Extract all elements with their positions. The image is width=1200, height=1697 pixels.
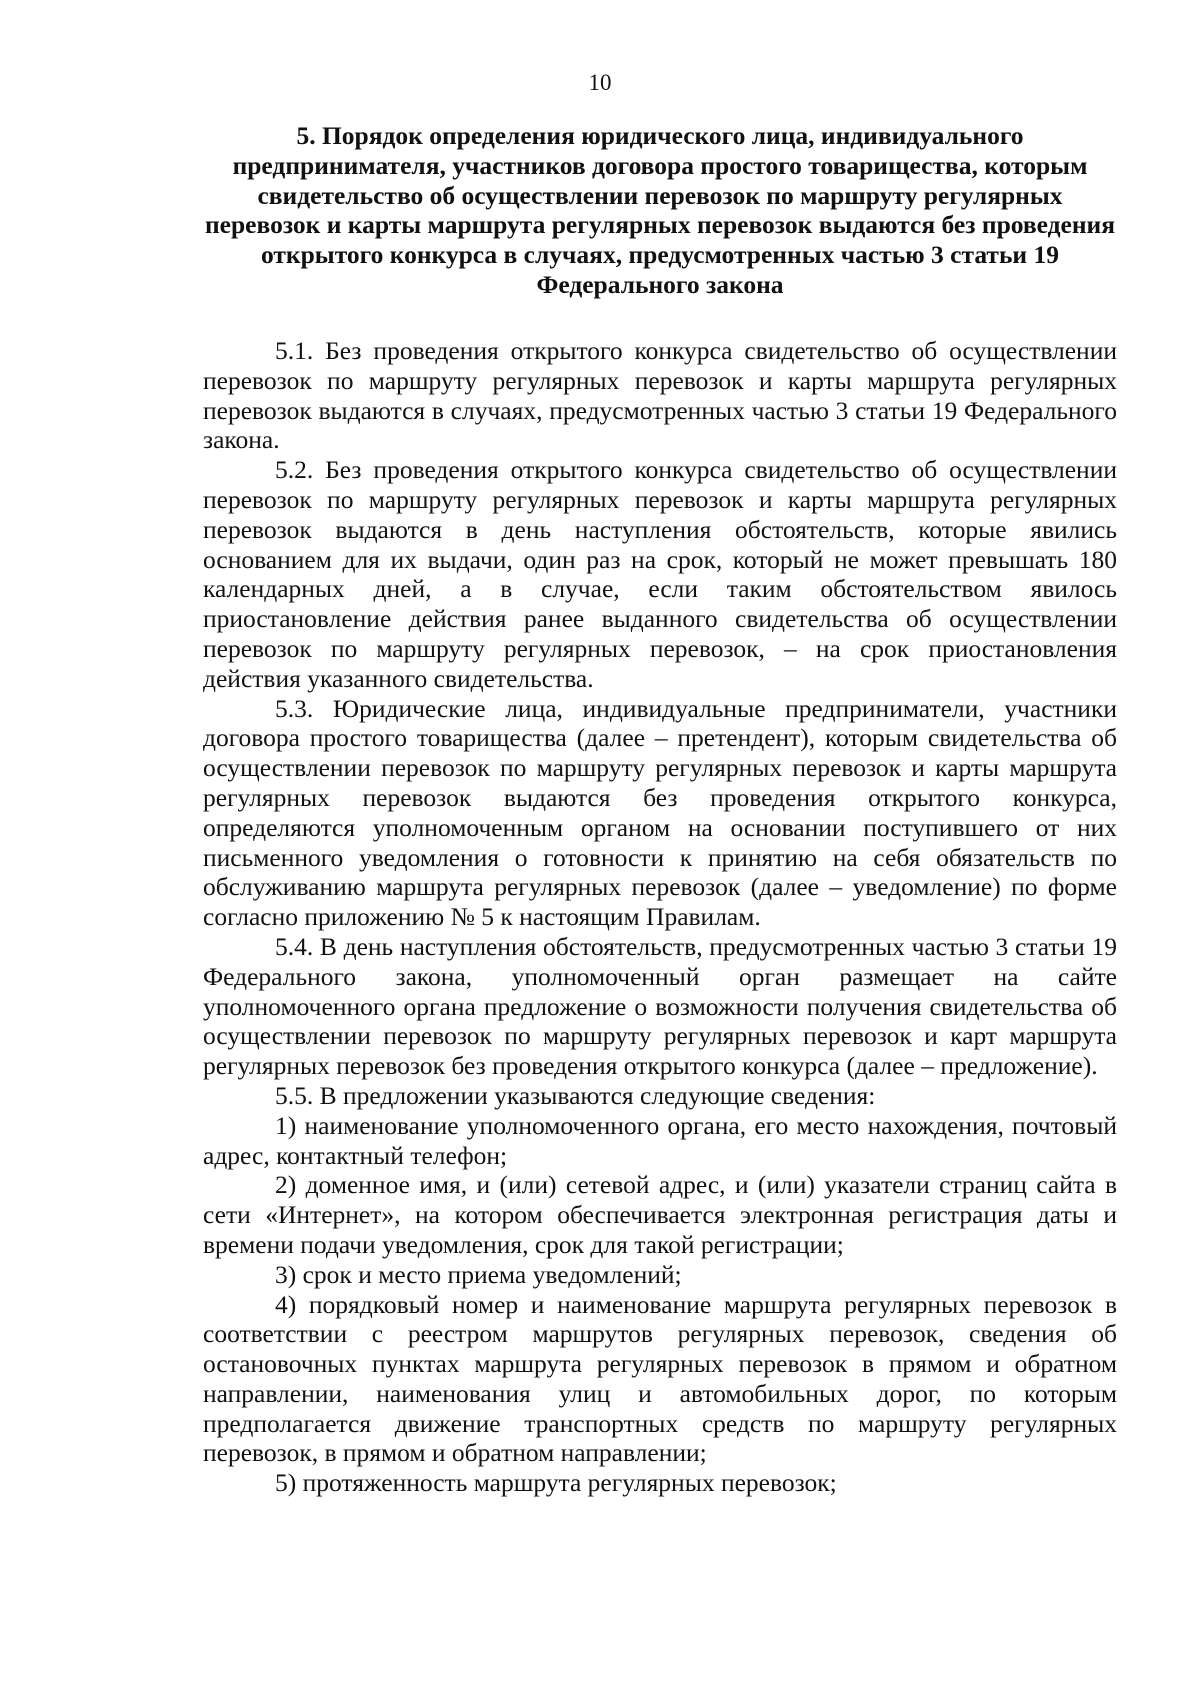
paragraph-5-3: 5.3. Юридические лица, индивидуальные предприниматели, участники договора простого товарищества (далее – претендент), которым свидетельства об осуществлении перевозок по маршруту регулярных перевозок и карты маршрута регулярных перевозок выдаются без проведения открытого конкурса, определяются уполномоченным органом на основании поступившего от них письменного уведомления о готовности к принятию на себя обязательств по обслуживанию маршрута регулярных перевозок (далее – уведомление) по форме согласно приложению № 5 к настоящим Правилам. (203, 693, 1117, 932)
list-item-1: 1) наименование уполномоченного органа, его место нахождения, почтовый адрес, контактный телефон; (203, 1110, 1117, 1170)
document-body (203, 336, 1117, 1498)
page-number: 10 (588, 70, 612, 95)
list-item-5: 5) протяженность маршрута регулярных перевозок; (275, 1468, 837, 1498)
paragraph-5-5: 5.5. В предложении указываются следующие сведения: (275, 1080, 876, 1110)
paragraph-5-1: 5.1. Без проведения открытого конкурса свидетельство об осуществлении перевозок по маршруту регулярных перевозок и карты маршрута регулярных перевозок выдаются в случаях, предусмотренных частью 3 статьи 19 Федерального закона. (203, 336, 1117, 455)
paragraph-5-2: 5.2. Без проведения открытого конкурса свидетельство об осуществлении перевозок по маршруту регулярных перевозок и карты маршрута регулярных перевозок выдаются в день наступления обстоятельств, которые явились основанием для их выдачи, один раз на срок, который не может превышать 180 календарных дней, а в случае, если таким обстоятельством явилось приостановление действия ранее выданного свидетельства об осуществлении перевозок по маршруту регулярных перевозок, – на срок приостановления действия указанного свидетельства. (203, 455, 1117, 693)
list-item-3: 3) срок и место приема уведомлений; (275, 1259, 682, 1289)
list-item-4: 4) порядковый номер и наименование маршрута регулярных перевозок в соответствии с реестром маршрутов регулярных перевозок, сведения об остановочных пунктах маршрута регулярных перевозок в прямом и обратном направлении, наименования улиц и автомобильных дорог, по которым предполагается движение транспортных средств по маршруту регулярных перевозок, в прямом и обратном направлении; (203, 1289, 1117, 1468)
list-item-2: 2) доменное имя, и (или) сетевой адрес, и (или) указатели страниц сайта в сети «Интернет», на котором обеспечивается электронная регистрация даты и времени подачи уведомления, срок для такой регистрации; (203, 1170, 1117, 1259)
paragraph-5-4: 5.4. В день наступления обстоятельств, предусмотренных частью 3 статьи 19 Федерального закона, уполномоченный орган размещает на сайте уполномоченного органа предложение о возможности получения свидетельства об осуществлении перевозок по маршруту регулярных перевозок и карт маршрута регулярных перевозок без проведения открытого конкурса (далее – предложение). (203, 931, 1117, 1081)
section-heading: 5. Порядок определения юридического лица, индивидуального предпринимателя, участников договора простого товарищества, которым свидетельство об осуществлении перевозок по маршруту регулярных перевозок и карты маршрута регулярных перевозок выдаются без проведения открытого конкурса в случаях, предусмотренных частью 3 статьи 19 Федерального закона (204, 121, 1116, 299)
